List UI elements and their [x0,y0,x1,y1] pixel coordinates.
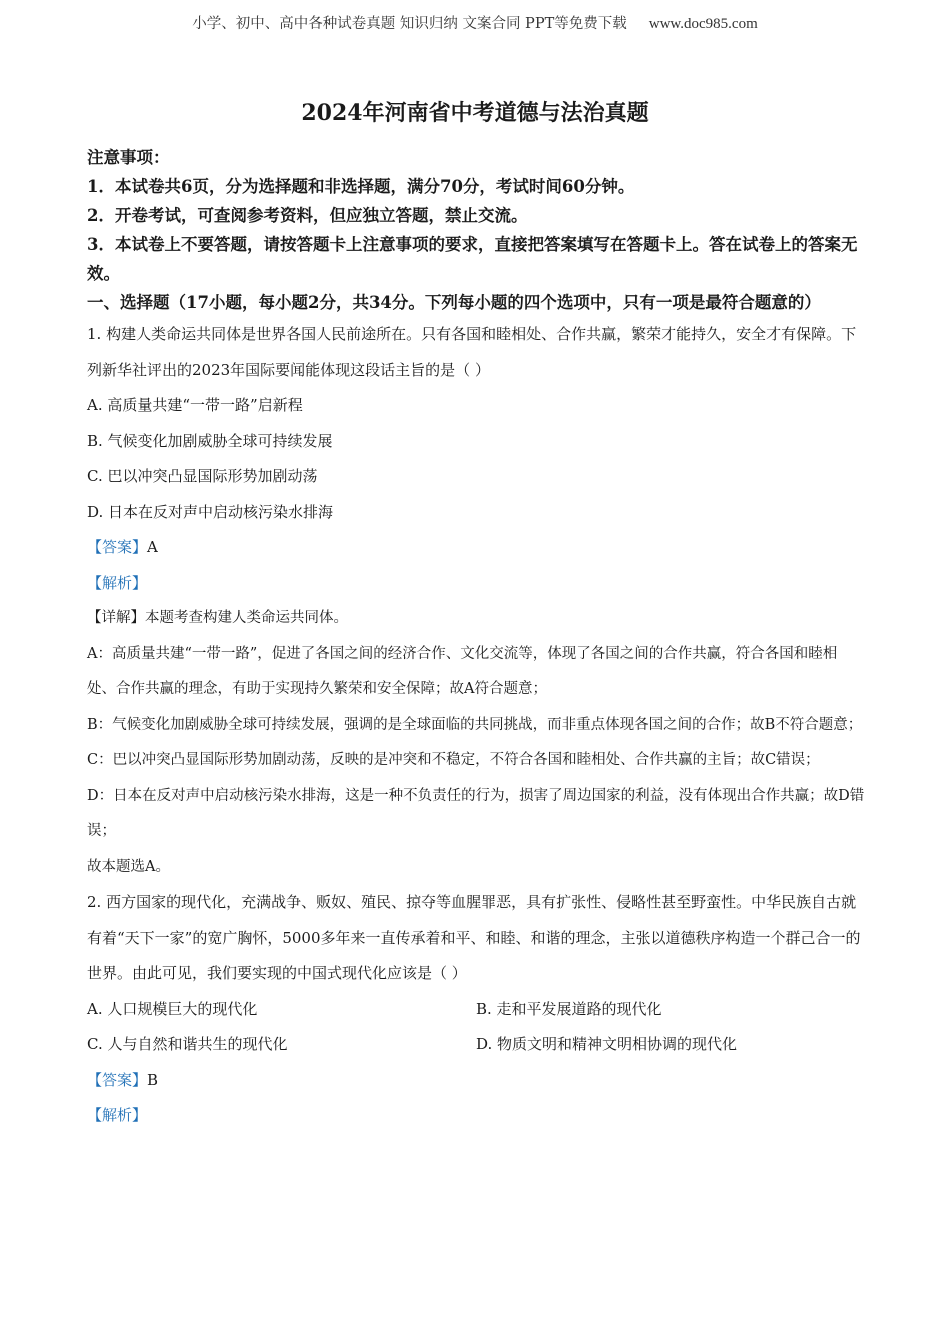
answer-line [87,1063,865,1099]
detail-item: A：高质量共建“一带一路”，促进了各国之间的经济合作、文化交流等，体现了各国之间的合作共赢，符合各国和睦相处、合作共赢的理念，有助于实现持久繁荣和安全保障；故A符合题意； [87,645,838,697]
options-row [87,992,865,1028]
question-stem: 2. 西方国家的现代化，充满战争、贩奴、殖民、掠夺等血腥罪恶，具有扩张性、侵略性甚至野蛮性。中华民族自古就有着“天下一家”的宽广胸怀，5000多年来一直传承着和平、和睦、和谐的理念，主张以道德秩序构造一个群己合一的世界。由此可见，我们要实现的中国式现代化应该是（ ） [87,893,861,982]
detail-item: B：气候变化加剧威胁全球可持续发展，强调的是全球面临的共同挑战，而非重点体现各国之间的合作；故B不符合题意； [87,716,863,733]
answer-tag: 【答案】 [87,1070,148,1089]
option-a: A. 高质量共建“一带一路”启新程 [87,396,303,414]
page-title: 2024年河南省中考道德与法治真题 [301,100,649,126]
detail-item: C：巴以冲突凸显国际形势加剧动荡，反映的是冲突和不稳定，不符合各国和睦相处、合作共赢的主旨；故C错误； [87,752,820,768]
analysis-detail [87,601,865,885]
note-item: 2．开卷考试，可查阅参考资料，但应独立答题，禁止交流。 [87,206,528,225]
note-item: 1．本试卷共6页，分为选择题和非选择题，满分70分，考试时间60分钟。 [87,177,635,196]
option-a: A. 人口规模巨大的现代化 [87,999,258,1018]
section-heading: 一、选择题（17小题，每小题2分，共34分。下列每小题的四个选项中，只有一项是最符合题意的） [87,293,821,312]
option-c: C. 人与自然和谐共生的现代化 [87,1035,288,1053]
options-row [87,1027,865,1063]
question-1 [87,317,865,885]
answer-line [87,530,865,566]
document-body [87,143,865,1134]
header-text: 小学、初中、高中各种试卷真题 知识归纳 文案合同 PPT等免费下载 [192,16,627,32]
page-header [0,12,950,33]
option-d: D. 日本在反对声中启动核污染水排海 [87,502,334,521]
option-d: D. 物质文明和精神文明相协调的现代化 [476,1035,738,1053]
question-stem: 1. 构建人类命运共同体是世界各国人民前途所在。只有各国和睦相处、合作共赢，繁荣才能持久，安全才有保障。下列新华社评出的2023年国际要闻能体现这段话主旨的是（ ） [87,325,857,379]
question-2 [87,885,865,1134]
analysis-tag: 【解析】 [87,573,148,592]
answer-tag: 【答案】 [87,538,148,556]
exam-notes [87,143,865,317]
answer-value: B [147,1070,159,1089]
header-site-link[interactable]: www.doc985.com [648,16,758,32]
answer-value: A [147,538,158,556]
analysis-line [87,566,865,602]
option-b: B. 走和平发展道路的现代化 [476,999,662,1018]
detail-conclusion: 故本题选A。 [87,858,170,875]
detail-intro: 【详解】本题考查构建人类命运共同体。 [87,610,348,626]
analysis-tag: 【解析】 [87,1106,148,1124]
note-item: 3．本试卷上不要答题，请按答题卡上注意事项的要求，直接把答案填写在答题卡上。答在试卷上的答案无效。 [87,235,858,283]
option-c: C. 巴以冲突凸显国际形势加剧动荡 [87,467,318,485]
detail-item: D：日本在反对声中启动核污染水排海，这是一种不负责任的行为，损害了周边国家的利益，没有体现出合作共赢；故D错误； [87,787,865,839]
analysis-line [87,1098,865,1134]
notes-heading: 注意事项： [87,148,170,167]
option-b: B. 气候变化加剧威胁全球可持续发展 [87,431,333,450]
